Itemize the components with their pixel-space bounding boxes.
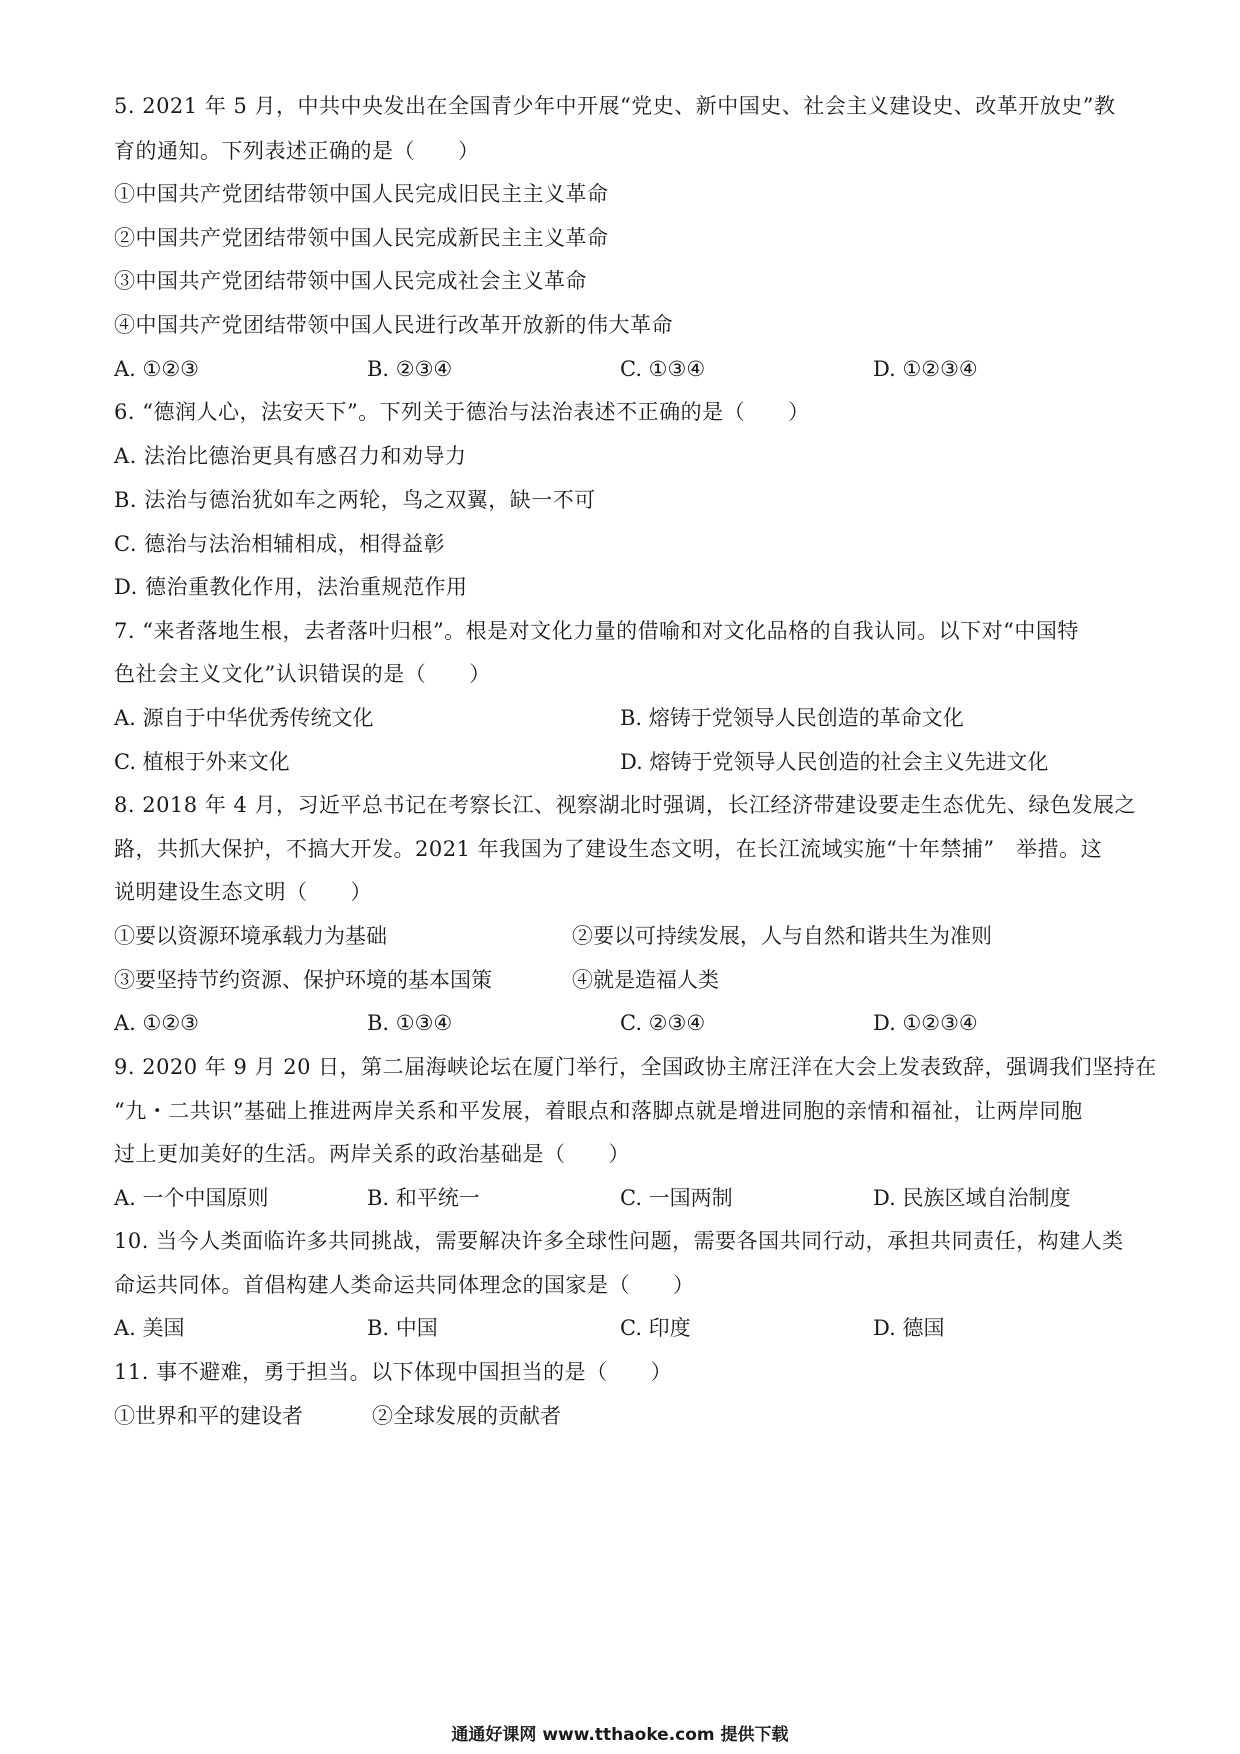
q9-option-d: D. 民族区域自治制度 (873, 1186, 1071, 1210)
q8-option-a: A. ①②③ (114, 1011, 199, 1035)
q7-stem-line2: 色社会主义文化”认识错误的是（ ） (114, 662, 491, 686)
q7-option-b: B. 熔铸于党领导人民创造的革命文化 (620, 706, 964, 730)
q6-option-c: C. 德治与法治相辅相成，相得益彰 (114, 532, 446, 556)
q7-option-a: A. 源自于中华优秀传统文化 (114, 706, 374, 730)
q9-stem-line3: 过上更加美好的生活。两岸关系的政治基础是（ ） (114, 1142, 630, 1166)
q6-option-a: A. 法治比德治更具有感召力和劝导力 (114, 444, 467, 468)
q10-stem-line1: 10. 当今人类面临许多共同挑战，需要解决许多全球性问题，需要各国共同行动，承担共同责任，构建人类 (114, 1229, 1124, 1253)
q7-stem-line1: 7. “来者落地生根，去者落叶归根”。根是对文化力量的借喻和对文化品格的自我认同。以下对“中国特 (114, 619, 1079, 643)
q6-option-b: B. 法治与德治犹如车之两轮，鸟之双翼，缺一不可 (114, 488, 596, 512)
q10-option-a: A. 美国 (114, 1316, 185, 1340)
q5-item-2: ②中国共产党团结带领中国人民完成新民主主义革命 (114, 226, 609, 250)
q5-stem-line2: 育的通知。下列表述正确的是（ ） (114, 139, 480, 163)
q5-item-3: ③中国共产党团结带领中国人民完成社会主义革命 (114, 269, 587, 293)
q8-stem-line2: 路，共抓大保护，不搞大开发。2021 年我国为了建设生态文明，在长江流域实施“十年禁捕” 举措。这 (114, 837, 1103, 861)
q8-item-2: ②要以可持续发展，人与自然和谐共生为准则 (572, 924, 992, 948)
q5-option-d: D. ①②③④ (873, 357, 978, 381)
q8-option-c: C. ②③④ (620, 1011, 706, 1035)
q5-option-c: C. ①③④ (620, 357, 706, 381)
q10-stem-line2: 命运共同体。首倡构建人类命运共同体理念的国家是（ ） (114, 1273, 695, 1297)
q9-option-b: B. 和平统一 (367, 1186, 480, 1210)
q10-option-b: B. 中国 (367, 1316, 438, 1340)
q6-option-d: D. 德治重教化作用，法治重规范作用 (114, 575, 468, 599)
q8-item-3: ③要坚持节约资源、保护环境的基本国策 (114, 968, 492, 992)
q5-item-1: ①中国共产党团结带领中国人民完成旧民主主义革命 (114, 182, 609, 206)
q8-item-4: ④就是造福人类 (572, 968, 719, 992)
q10-option-d: D. 德国 (873, 1316, 945, 1340)
q7-option-d: D. 熔铸于党领导人民创造的社会主义先进文化 (620, 750, 1049, 774)
q9-stem-line1: 9. 2020 年 9 月 20 日，第二届海峡论坛在厦门举行，全国政协主席汪洋在大会上发表致辞，强调我们坚持在 (114, 1055, 1157, 1079)
q11-stem-line1: 11. 事不避难，勇于担当。以下体现中国担当的是（ ） (114, 1360, 673, 1384)
q8-stem-line1: 8. 2018 年 4 月，习近平总书记在考察长江、视察湖北时强调，长江经济带建设要走生态优先、绿色发展之 (114, 793, 1137, 817)
footer-watermark: 通通好课网 www.tthaoke.com 提供下载 (451, 1725, 789, 1745)
q6-stem-line1: 6. “德润人心，法安天下”。下列关于德治与法治表述不正确的是（ ） (114, 400, 810, 424)
q5-stem-line1: 5. 2021 年 5 月，中共中央发出在全国青少年中开展“党史、新中国史、社会主义建设史、改革开放史”教 (114, 94, 1116, 118)
q8-option-b: B. ①③④ (367, 1011, 453, 1035)
q8-stem-line3: 说明建设生态文明（ ） (114, 880, 372, 904)
q9-stem-line2: “九・二共识”基础上推进两岸关系和平发展，着眼点和落脚点就是增进同胞的亲情和福祉，让两岸同胞 (114, 1099, 1083, 1123)
q11-item-1: ①世界和平的建设者 (114, 1404, 303, 1428)
q10-option-c: C. 印度 (620, 1316, 691, 1340)
q9-option-c: C. 一国两制 (620, 1186, 733, 1210)
q7-option-c: C. 植根于外来文化 (114, 750, 290, 774)
q8-item-1: ①要以资源环境承载力为基础 (114, 924, 387, 948)
q5-option-b: B. ②③④ (367, 357, 453, 381)
q11-item-2: ②全球发展的贡献者 (372, 1404, 561, 1428)
q8-option-d: D. ①②③④ (873, 1011, 978, 1035)
q5-option-a: A. ①②③ (114, 357, 199, 381)
q5-item-4: ④中国共产党团结带领中国人民进行改革开放新的伟大革命 (114, 313, 673, 337)
q9-option-a: A. 一个中国原则 (114, 1186, 269, 1210)
